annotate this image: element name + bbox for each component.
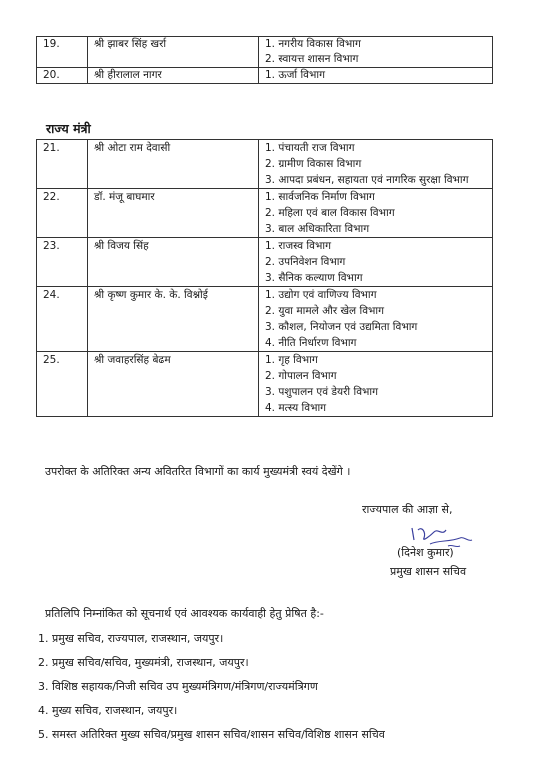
department-item: 3. कौशल, नियोजन एवं उद्यमिता विभाग bbox=[265, 321, 418, 333]
department-item: 1. नगरीय विकास विभाग bbox=[265, 38, 361, 50]
department-item: 3. पशुपालन एवं डेयरी विभाग bbox=[265, 386, 379, 398]
department-item: 3. आपदा प्रबंधन, सहायता एवं नागरिक सुरक्षा विभाग bbox=[265, 174, 469, 186]
department-item: 1. ऊर्जा विभाग bbox=[265, 69, 326, 81]
minister-name: श्री हीरालाल नागर bbox=[88, 68, 259, 84]
department-item: 1. राजस्व विभाग bbox=[265, 240, 331, 252]
signature-block bbox=[362, 502, 522, 578]
department-item: 1. सार्वजनिक निर्माण विभाग bbox=[265, 191, 375, 203]
department-item: 3. बाल अधिकारिता विभाग bbox=[265, 223, 370, 235]
copy-item: 5. समस्त अतिरिक्त मुख्य सचिव/प्रमुख शासन सचिव/शासन सचिव/विशिष्ठ शासन सचिव bbox=[38, 728, 385, 741]
state-ministers-table bbox=[36, 139, 493, 417]
department-item: 1. पंचायती राज विभाग bbox=[265, 142, 355, 154]
minister-name: श्री कृष्ण कुमार के. के. विश्नोई bbox=[88, 287, 259, 352]
department-item: 2. युवा मामले और खेल विभाग bbox=[265, 305, 385, 317]
department-item: 2. महिला एवं बाल विकास विभाग bbox=[265, 207, 395, 219]
copy-item: 4. मुख्य सचिव, राजस्थान, जयपुर। bbox=[38, 704, 178, 717]
minister-row bbox=[37, 140, 493, 189]
minister-name: श्री ओटा राम देवासी bbox=[88, 140, 259, 189]
minister-name: डॉ. मंजू बाघमार bbox=[88, 189, 259, 238]
copy-heading: प्रतिलिपि निम्नांकित को सूचनार्थ एवं आवश्यक कार्यवाही हेतु प्रेषित है:- bbox=[45, 607, 324, 620]
row-number: 21. bbox=[37, 140, 88, 189]
copy-list bbox=[36, 627, 385, 747]
department-list bbox=[259, 189, 493, 238]
department-list bbox=[259, 68, 493, 84]
copy-item: 1. प्रमुख सचिव, राज्यपाल, राजस्थान, जयपुर। bbox=[38, 632, 224, 645]
department-item: 2. स्वायत्त शासन विभाग bbox=[265, 53, 359, 65]
by-order-text: राज्यपाल की आज्ञा से, bbox=[362, 503, 453, 516]
department-list bbox=[259, 140, 493, 189]
row-number: 24. bbox=[37, 287, 88, 352]
row-number: 23. bbox=[37, 238, 88, 287]
department-item: 3. सैनिक कल्याण विभाग bbox=[265, 272, 363, 284]
section-title: राज्य मंत्री bbox=[46, 121, 91, 136]
minister-row bbox=[37, 68, 493, 84]
minister-name: श्री झाबर सिंह खर्रा bbox=[88, 37, 259, 68]
note-text: उपरोक्त के अतिरिक्त अन्य अवितरित विभागों का कार्य मुख्यमंत्री स्वयं देखेंगे । bbox=[45, 465, 351, 478]
department-list bbox=[259, 352, 493, 417]
minister-row bbox=[37, 238, 493, 287]
department-item: 2. उपनिवेशन विभाग bbox=[265, 256, 346, 268]
ministers-table-top bbox=[36, 36, 493, 84]
row-number: 22. bbox=[37, 189, 88, 238]
department-item: 4. मत्स्य विभाग bbox=[265, 402, 327, 414]
minister-name: श्री विजय सिंह bbox=[88, 238, 259, 287]
minister-row bbox=[37, 37, 493, 68]
signer-title: प्रमुख शासन सचिव bbox=[390, 565, 467, 578]
minister-name: श्री जवाहरसिंह बेढम bbox=[88, 352, 259, 417]
department-item: 4. नीति निर्धारण विभाग bbox=[265, 337, 357, 349]
minister-row bbox=[37, 287, 493, 352]
department-list bbox=[259, 287, 493, 352]
department-item: 1. उद्योग एवं वाणिज्य विभाग bbox=[265, 289, 377, 301]
row-number: 25. bbox=[37, 352, 88, 417]
copy-item: 3. विशिष्ठ सहायक/निजी सचिव उप मुख्यमंत्रिगण/मंत्रिगण/राज्यमंत्रिगण bbox=[38, 680, 318, 693]
department-list bbox=[259, 37, 493, 68]
department-list bbox=[259, 238, 493, 287]
signer-name: (दिनेश कुमार) bbox=[397, 546, 454, 559]
copy-item: 2. प्रमुख सचिव/सचिव, मुख्यमंत्री, राजस्थान, जयपुर। bbox=[38, 656, 249, 669]
row-number: 20. bbox=[37, 68, 88, 84]
minister-row bbox=[37, 189, 493, 238]
row-number: 19. bbox=[37, 37, 88, 68]
department-item: 2. गोपालन विभाग bbox=[265, 370, 337, 382]
department-item: 2. ग्रामीण विकास विभाग bbox=[265, 158, 362, 170]
minister-row bbox=[37, 352, 493, 417]
department-item: 1. गृह विभाग bbox=[265, 354, 318, 366]
